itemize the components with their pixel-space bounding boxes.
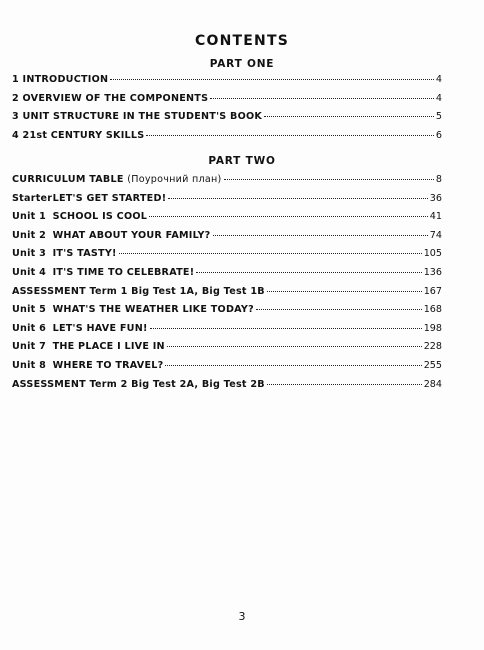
toc-entry-page: 36	[429, 192, 442, 204]
unit-title: SCHOOL IS COOL	[52, 211, 148, 223]
unit-code: Starter	[12, 192, 53, 204]
dot-leader	[224, 179, 434, 180]
toc-entry-unit-4[interactable]	[12, 267, 442, 286]
unit-title: IT'S TIME TO CELEBRATE!	[52, 266, 195, 278]
part-one-toc	[12, 74, 442, 148]
toc-entry-page: 255	[423, 359, 442, 371]
unit-title: THE PLACE I LIVE IN	[52, 341, 165, 353]
page-title: CONTENTS	[195, 33, 289, 49]
toc-entry-page: 228	[423, 341, 442, 353]
toc-entry-assessment-term-1[interactable]	[12, 286, 442, 305]
dot-leader	[210, 98, 434, 99]
unit-code: Unit 8	[12, 359, 47, 371]
toc-entry-label	[12, 304, 254, 315]
unit-code: Unit 7	[12, 341, 47, 353]
toc-entry-page: 136	[423, 266, 442, 278]
dot-leader	[150, 328, 422, 329]
toc-entry-introduction[interactable]	[12, 74, 442, 93]
toc-entry-label	[12, 174, 222, 185]
dot-leader	[110, 79, 434, 80]
dot-leader	[168, 198, 427, 199]
toc-entry-overview[interactable]	[12, 93, 442, 112]
dot-leader	[264, 116, 434, 117]
toc-entry-page: 168	[423, 304, 442, 316]
toc-entry-page: 167	[423, 285, 442, 297]
toc-entry-page: 4	[435, 92, 442, 104]
toc-entry-unit-1[interactable]	[12, 211, 442, 230]
toc-entry-page: 4	[435, 74, 442, 85]
toc-entry-unit-structure[interactable]	[12, 111, 442, 130]
toc-entry-label	[12, 230, 211, 241]
toc-entry-page: 41	[429, 211, 442, 223]
toc-entry-label	[12, 267, 194, 278]
toc-entry-unit-7[interactable]	[12, 341, 442, 360]
toc-entry-page: 6	[435, 129, 442, 141]
toc-entry-unit-3[interactable]	[12, 248, 442, 267]
dot-leader	[167, 346, 422, 347]
curriculum-label: CURRICULUM TABLE	[12, 174, 124, 185]
dot-leader	[267, 291, 422, 292]
toc-entry-label	[12, 193, 166, 204]
toc-entry-unit-2[interactable]	[12, 230, 442, 249]
unit-code: Unit 1	[12, 211, 47, 223]
dot-leader	[165, 365, 421, 366]
toc-entry-label: ASSESSMENT Term 2 Big Test 2A, Big Test 2B	[12, 378, 265, 390]
toc-entry-starter[interactable]	[12, 193, 442, 212]
part-two-heading: PART TWO	[208, 155, 276, 167]
unit-code: Unit 2	[12, 229, 47, 241]
toc-entry-label: 2 OVERVIEW OF THE COMPONENTS	[12, 92, 209, 104]
part-two-toc	[12, 174, 442, 397]
dot-leader	[119, 253, 422, 254]
toc-entry-page: 198	[423, 322, 442, 334]
toc-entry-label	[12, 211, 147, 222]
toc-entry-page: 5	[435, 111, 442, 123]
unit-title: WHAT ABOUT YOUR FAMILY?	[52, 229, 211, 241]
unit-title: LET'S GET STARTED!	[52, 192, 167, 204]
toc-entry-label	[12, 323, 148, 334]
toc-entry-page: 74	[429, 229, 442, 241]
toc-entry-curriculum[interactable]	[12, 174, 442, 193]
dot-leader	[256, 309, 422, 310]
unit-code: Unit 6	[12, 322, 47, 334]
dot-leader	[196, 272, 421, 273]
toc-entry-skills[interactable]	[12, 130, 442, 149]
toc-entry-unit-8[interactable]	[12, 360, 442, 379]
dot-leader	[149, 216, 428, 217]
unit-title: LET'S HAVE FUN!	[52, 322, 148, 334]
toc-entry-label	[12, 360, 163, 371]
toc-entry-page: 105	[423, 248, 442, 260]
toc-entry-assessment-term-2[interactable]	[12, 379, 442, 398]
unit-code: Unit 4	[12, 266, 47, 278]
part-one-heading: PART ONE	[209, 58, 275, 70]
unit-title: IT'S TASTY!	[52, 248, 117, 260]
page-number: 3	[238, 610, 246, 623]
toc-entry-label: 3 UNIT STRUCTURE IN THE STUDENT'S BOOK	[12, 111, 263, 123]
toc-entry-page: 284	[423, 378, 442, 390]
dot-leader	[213, 235, 428, 236]
unit-title: WHAT'S THE WEATHER LIKE TODAY?	[52, 304, 254, 316]
dot-leader	[267, 384, 422, 385]
unit-title: WHERE TO TRAVEL?	[52, 359, 164, 371]
toc-entry-page: 8	[435, 174, 442, 185]
toc-entry-label: 1 INTRODUCTION	[12, 74, 109, 85]
toc-entry-label	[12, 341, 165, 352]
toc-entry-label: ASSESSMENT Term 1 Big Test 1A, Big Test 1B	[12, 285, 265, 297]
curriculum-suffix: (Поурочний план)	[127, 174, 222, 185]
toc-entry-unit-6[interactable]	[12, 323, 442, 342]
dot-leader	[146, 135, 433, 136]
unit-code: Unit 3	[12, 248, 47, 260]
toc-entry-label: 4 21st CENTURY SKILLS	[12, 129, 145, 141]
unit-code: Unit 5	[12, 304, 47, 316]
toc-entry-label	[12, 248, 117, 259]
toc-entry-unit-5[interactable]	[12, 304, 442, 323]
